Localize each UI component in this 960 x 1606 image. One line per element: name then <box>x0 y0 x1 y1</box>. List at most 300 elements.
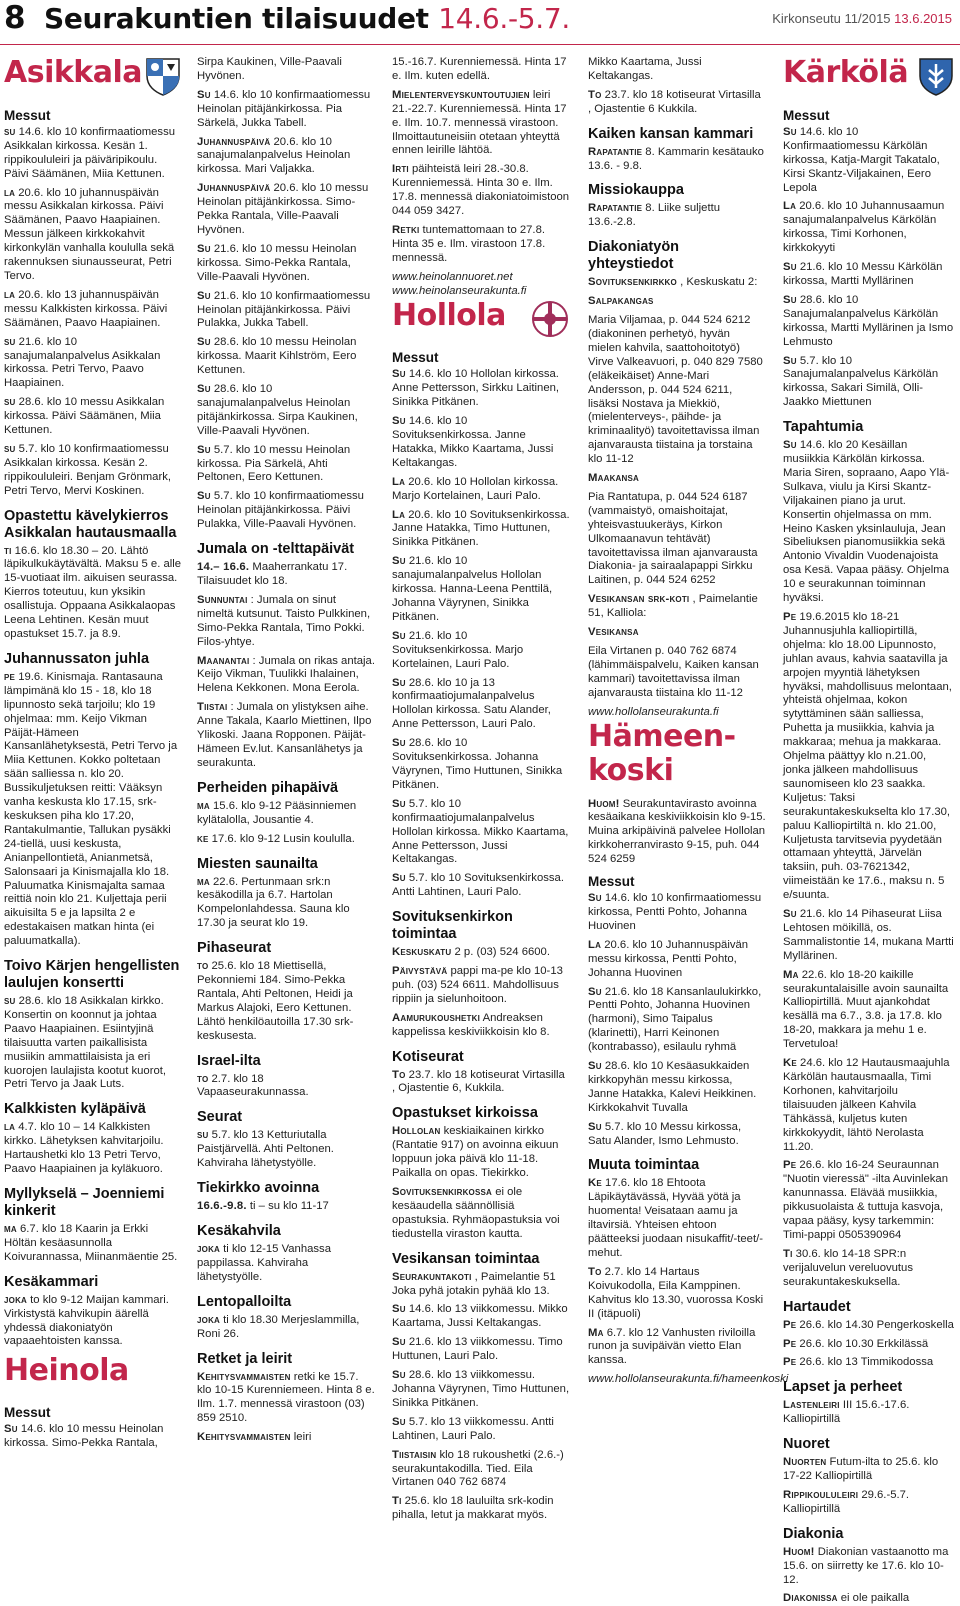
parish-name: Heinola <box>4 1353 129 1389</box>
entry-keyword: Su <box>197 289 211 302</box>
coat-of-arms-icon <box>144 56 182 101</box>
event-entry <box>197 444 375 486</box>
event-entry <box>588 56 766 84</box>
section-heading: Opastettu kävelykierros Asikkalan hautausmaalla <box>4 507 177 541</box>
entry-text: : Jumala on rikas antaja. Keijo Vikman, Tuulikki Ihalainen, Helena Kekkonen. Mona Eerola. <box>197 654 375 695</box>
event-entry <box>392 89 570 159</box>
entry-text: Andreaksen kappelissa keskiviikkoisin klo 8. <box>392 1011 550 1038</box>
event-entry <box>197 876 375 932</box>
entry-keyword: la <box>4 1121 16 1134</box>
entry-text: 28.6. klo 10 Kesäasukkaiden kirkkopyhän messu kirkossa, Janne Hatakka, Kalevi Heikkinen. Kirkkokahvit Tuvalla <box>588 1060 757 1114</box>
event-entry <box>783 355 955 411</box>
entry-text: 19.6. Kinismaja. Rantasauna lämpimänä klo 15 - 18, klo 18 lipunnosto sekä tarjoilu; klo 19 ohjelmaa: mm. Keijo Vikman Päijät-Hämeen Kansanlähetyksestä, Petri Tervo ja Miia Kettunen. Kokko poltetaan sään salliessa n. klo 20. Bussikuljetuksen reitti: Vääksyn vanha keskusta klo 17.15, srk-keskuksen piha klo 17.20, Rantakulmantie, Tallukan pysäkki 24-tiellä, uusi keskusta, Anianpellontietä, Anianmetsä, Salonsaari ja Kinismajalla klo 18. Paluumatka Kinismajalta samaa reittiä noin klo 21. Kuljettaja perii aikuisilta 5 e ja lapsilta 2 e edestakaisen matkan hinta (ei paluumatkalla). <box>4 670 178 948</box>
entry-keyword: Su <box>392 415 406 428</box>
entry-text: 14.6. klo 20 Kesäillan musiikkia Kärkölän kirkossa. Maria Siren, sopraano, Aapo Ylä-Sulkava, viulu ja Kirsi Skantz-Viljakainen piano ja urut. Konsertin ohjelmassa on mm. Heino Kasken yksinlauluja, Jean Sibeliuksen pianomusiikkia sekä Antonio Vivaldin Vuodenajoista osa Kesä. Vapaa pääsy. Ohjelma 10 e seurakunnan toiminnan hyväksi. <box>783 439 950 605</box>
event-entry <box>588 593 766 621</box>
column-1 <box>4 55 182 1450</box>
entry-keyword: Rapatantie <box>588 202 643 215</box>
entry-keyword: Su <box>392 1303 406 1316</box>
entry-text: 21.6. klo 10 Sovituksenkirkossa. Marjo Kortelainen, Lauri Palo. <box>392 629 524 670</box>
section-heading: Kalkkisten kyläpäivä <box>4 1101 146 1118</box>
parish-name: Asikkala <box>4 55 143 90</box>
section-heading: Messut <box>783 107 830 123</box>
section-heading: Messut <box>4 107 51 123</box>
entry-keyword: Su <box>588 1060 602 1073</box>
entry-text: ti klo 18.30 Merjeslammilla, Roni 26. <box>197 1313 360 1340</box>
entry-text: 25.6. klo 18 lauluilta srk-kodin pihalla, letut ja makkarat myös. <box>392 1495 554 1522</box>
entry-keyword: Su <box>197 88 211 101</box>
event-entry <box>392 946 570 960</box>
entry-text: , Paimelantie 51, Kalliola: <box>588 593 758 620</box>
event-entry <box>392 415 570 471</box>
entry-text: 28.6. klo 10 Sovituksenkirkossa. Johanna Väyrynen, Timo Huttunen, Sinikka Pitkänen. <box>392 737 563 791</box>
entry-keyword: Tiistai <box>197 701 228 714</box>
entry-keyword: Pe <box>783 1337 797 1350</box>
entry-keyword: La <box>588 938 602 951</box>
entry-text: 17.6. klo 9-12 Lusin koululla. <box>211 832 355 845</box>
entry-keyword: Ke <box>588 1177 602 1190</box>
entry-text: 21.6. klo 14 Pihaseurat Liisa Lehtosen möikillä, os. Sammalistontie 14, mukana Martti Myllärinen. <box>783 908 954 962</box>
event-entry <box>783 261 955 289</box>
event-entry <box>783 1338 955 1352</box>
entry-text: 28.6. klo 10 Sanajumalanpalvelus Kärkölän kirkossa, Martti Myllärinen ja Ismo Lehmusto <box>783 293 954 348</box>
event-entry <box>588 939 766 981</box>
entry-text: to klo 9-12 Maijan kammari. Virkistystä kahvikupin äärellä yhdessä diakoniatyön vapaaehtoisten kanssa. <box>4 1293 169 1348</box>
entry-text: 2 p. (03) 524 6600. <box>454 946 550 959</box>
event-entry <box>392 509 570 551</box>
event-entry <box>4 671 182 949</box>
entry-keyword: Nuorten <box>783 1456 827 1469</box>
entry-keyword: Su <box>783 125 797 138</box>
parish-heading-row <box>4 1354 182 1398</box>
event-entry <box>588 295 766 309</box>
entry-text: 22.6. Pertunmaan srk:n kesäkodilla ja 6.7. Hartolan Kompelonlahdessa. Sauna klo 17.30 ja seurat klo 19. <box>197 875 350 930</box>
event-entry <box>588 798 766 868</box>
event-entry <box>588 202 766 230</box>
website-link[interactable]: www.heinolannuoret.net <box>392 270 513 283</box>
entry-keyword: Su <box>392 1336 406 1349</box>
event-entry <box>588 276 766 290</box>
entry-keyword: Sovituksenkirkko <box>588 276 677 289</box>
event-entry <box>392 476 570 504</box>
entry-keyword: Sunnuntai <box>197 593 248 606</box>
website-link[interactable]: www.hollolanseurakunta.fi/hameenkoski <box>588 1373 789 1386</box>
website-link[interactable]: www.hollolanseurakunta.fi <box>588 705 719 718</box>
entry-keyword: Su <box>588 892 602 905</box>
parish-heading-row <box>392 299 570 344</box>
entry-keyword: Su <box>392 1415 406 1428</box>
entry-text: 21.6. klo 13 viikkomessu. Timo Huttunen, Lauri Palo. <box>392 1336 563 1363</box>
event-entry <box>392 1303 570 1331</box>
entry-text: 20.6. klo 10 sanajumalanpalvelus Heinolan kirkossa. Mari Valjakka. <box>197 135 351 176</box>
column-3 <box>392 56 570 1522</box>
entry-text: 14.6. klo 10 konfirmaatiomessu Asikkalan kirkossa. Kesän 1. rippikoululeiri ja päiväripikoulu. Päivi Säämänen, Miia Kettunen. <box>4 125 176 180</box>
entry-keyword: Huom! <box>783 1545 815 1558</box>
entry-text: leiri <box>293 1431 312 1444</box>
entry-text: 2.7. klo 14 Hartaus Koivukodolla, Eila Kamppinen. Kahvitus klo 13.30, vuorossa Koski II (itäpuoli) <box>588 1265 764 1320</box>
entry-text: 23.7. klo 18 kotiseurat Virtasilla , Ojastentie 6 Kukkila. <box>588 88 761 115</box>
entry-text: 16.6. klo 18.30 – 20. Lähtö läpikulkukäytävältä. Maksu 5 e. alle 15-vuotiaat ilm. aikuisen seurassa. Kierros toteutuu, kun yksikin osallistuja. Oppaana Asikkalaopas Leena Lehtinen. Kesän muut opastukset 15.7. ja 8.9. <box>4 544 182 640</box>
event-entry <box>783 294 955 350</box>
event-entry <box>197 89 375 131</box>
entry-text: Pia Rantatupa, p. 044 524 6187 (vammaistyö, omaishoitajat, yhteisvastuukeräys, Kirkon Ulkomaanavun tehtävät) tavoitettavissa ilman ajanvarausta Diakonia- ja sairaalapappi Sirkku Laitinen, p. 044 524 6252 <box>588 490 758 587</box>
section-heading: Tiekirkko avoinna <box>197 1180 320 1197</box>
entry-text: 20.6. klo 10 juhannuspäivän messu Asikkalan kirkossa. Päivi Säämänen, Paavo Haapiainen. Messun jälkeen kirkkokahvit kirkonkylän vanhalla koululla sekä rakennuksen siunausseurat, Petri Tervo. <box>4 186 175 282</box>
section-heading: Tapahtumia <box>783 419 864 436</box>
entry-text: 14.6. klo 10 Konfirmaatiomessu Kärkölän kirkossa, Katja-Margit Takatalo, Kirsi Skantz-Viljakainen, Eero Lepola <box>783 125 940 194</box>
section-heading: Lapset ja perheet <box>783 1379 903 1396</box>
event-entry <box>783 1356 955 1370</box>
event-entry <box>392 224 570 266</box>
event-entry <box>392 872 570 900</box>
entry-keyword: To <box>588 1265 602 1278</box>
entry-keyword: Pe <box>783 1356 797 1369</box>
entry-keyword: Su <box>392 797 406 810</box>
entry-text: retki ke 15.7. klo 10-15 Kurenniemeen. Hinta 8 e. Ilm. 1.7. mennessä virastoon (03) 859 2510. <box>197 1370 375 1425</box>
entry-text: 21.6. klo 10 Messu Kärkölän kirkossa, Martti Myllärinen <box>783 261 943 287</box>
section-heading: Kesäkammari <box>4 1273 99 1290</box>
section-title <box>44 2 570 35</box>
entry-keyword: Su <box>197 383 211 396</box>
entry-text: 23.7. klo 18 kotiseurat Virtasilla , Ojastentie 6, Kukkila. <box>392 1068 565 1095</box>
event-entry <box>392 965 570 1007</box>
entry-keyword: Diakonissa <box>783 1592 838 1605</box>
event-entry <box>4 995 182 1092</box>
entry-text: 20.6. klo 13 juhannuspäivän messu Kalkkisten kirkossa. Päivi Säämänen, Paavo Haapiainen. <box>4 288 168 329</box>
entry-keyword: Su <box>197 443 211 456</box>
entry-keyword: 16.6.-9.8. <box>197 1200 247 1213</box>
parish-heading-row <box>783 56 955 101</box>
section-heading: Juhannussaton juhla <box>4 650 150 667</box>
event-entry <box>197 960 375 1043</box>
entry-text: Sirpa Kaukinen, Ville-Paavali Hyvönen. <box>197 56 342 82</box>
event-entry <box>588 472 766 486</box>
entry-keyword: la <box>4 288 16 301</box>
event-entry <box>783 126 955 196</box>
event-entry <box>392 163 570 219</box>
event-entry <box>588 314 766 467</box>
entry-text: 5.7. klo 13 Ketturiutalla Paistjärvellä. Ahti Peltonen. Kahviraha lähetystyölle. <box>197 1129 334 1170</box>
event-entry <box>783 1489 955 1517</box>
event-entry <box>4 443 182 499</box>
page-number: 8 <box>4 0 26 36</box>
entry-text: 25.6. klo 18 Miettisellä, Pekonniemi 184. Simo-Pekka Rantala, Ahti Peltonen, Heidi ja Markus Alajoki, Eero Kettunen. Lähtö henkilöautoilla 17.30 srk-keskusesta. <box>197 960 354 1042</box>
entry-text: 2.7. klo 18 Vapaaseurakunnassa. <box>197 1072 309 1099</box>
entry-text: , Keskuskatu 2: <box>680 276 758 289</box>
entry-keyword: Su <box>197 336 211 349</box>
event-entry <box>197 1243 375 1285</box>
entry-text: 28.6. klo 10 ja 13 konfirmaatiojumalanpalvelus Hollolan kirkossa. Satu Alander, Anne Pettersson, Lauri Palo. <box>392 676 551 731</box>
entry-text: : Jumala on ylistyksen aihe. Anne Takala, Kaarlo Miettinen, Ilpo Ylikoski. Jaana Ropponen. Päijät-Hämeen Ev.lut. Kansanlähetys ja seurakunta. <box>197 701 372 769</box>
section-heading: Messut <box>588 874 635 890</box>
entry-text: 21.6. klo 10 sanajumalanpalvelus Hollolan kirkossa. Hanna-Leena Penttilä, Johanna Väyrynen, Sinikka Pitkänen. <box>392 555 553 623</box>
event-entry <box>197 136 375 178</box>
entry-keyword: ma <box>197 799 210 812</box>
entry-keyword: joka <box>4 1293 28 1306</box>
parish-heading-row <box>4 56 182 101</box>
event-entry <box>783 908 955 964</box>
entry-text: 14.6. klo 13 viikkomessu. Mikko Kaartama, Jussi Keltakangas. <box>392 1303 568 1330</box>
entry-text: tuntemattomaan to 27.8. Hinta 35 e. Ilm. virastoon 17.8. mennessä. <box>392 223 546 264</box>
entry-keyword: Seurakuntakoti <box>392 1270 472 1283</box>
entry-text: 20.6. klo 10 Hollolan kirkossa. Marjo Kortelainen, Lauri Palo. <box>392 475 559 502</box>
entry-text: 8. Kammarin kesätauko 13.6. - 9.8. <box>588 145 764 172</box>
entry-keyword: Kehitysvammaisten <box>197 1431 291 1444</box>
entry-keyword: Aamurukoushetki <box>392 1011 481 1024</box>
event-entry <box>197 561 375 589</box>
section-heading: Sovituksenkirkon toimintaa <box>392 909 513 943</box>
entry-text: 28.6. klo 18 Asikkalan kirkko. Konsertin on koonnut ja johtaa Paavo Haapiainen. Esiintyjinä tilaisuutta varten paikallisista musiikin ammattilaisista ja eri kuorojen laulajista kootut kuorot, Petri Tervo ja Jaak Luts. <box>4 995 167 1091</box>
event-entry <box>392 1416 570 1444</box>
section-heading: Lentopalloilta <box>197 1293 292 1310</box>
entry-keyword: Su <box>392 872 406 885</box>
column-4 <box>588 56 789 1406</box>
entry-keyword: Ti <box>392 1495 402 1508</box>
event-entry <box>392 1069 570 1097</box>
entry-keyword: Juhannuspäivä <box>197 182 271 195</box>
entry-keyword: su <box>4 125 16 138</box>
date-range: 14.6.-5.7. <box>438 2 570 35</box>
event-entry <box>783 611 955 903</box>
header-rule <box>0 44 960 45</box>
event-entry <box>197 243 375 285</box>
event-entry <box>588 626 766 640</box>
event-entry <box>783 1546 955 1588</box>
entry-text: 28.6. klo 10 sanajumalanpalvelus Heinolan pitäjänkirkossa. Sirpa Kaukinen, Ville-Paavali Hyvönen. <box>197 383 358 437</box>
publication-info <box>772 11 952 26</box>
entry-text: 24.6. klo 12 Hautausmaajuhla Kärkölän hautausmaalla, Timi Korhonen, kahvitarjoilu tilaisuuden jälkeen Kahvila Tähkässä, kuljetus kuten kirkkokyydit, lähtö Nerolasta 11.20. <box>783 1057 950 1153</box>
entry-keyword: Pe <box>783 1318 797 1331</box>
entry-keyword: Su <box>783 908 797 921</box>
event-entry <box>392 1495 570 1523</box>
entry-text: ti – su klo 11-17 <box>249 1200 329 1213</box>
entry-text: 5.7. klo 10 konfirmaatiomessu Heinolan pitäjänkirkossa. Päivi Pulakka, Ville-Paavali Hyvönen. <box>197 490 364 531</box>
entry-text: 21.6. klo 10 konfirmaatiomessu Heinolan pitäjänkirkossa. Päivi Pulakka, Jukka Tabell. <box>197 289 371 330</box>
event-entry <box>392 1336 570 1364</box>
entry-keyword: Su <box>783 261 797 274</box>
entry-text: leiri 21.-22.7. Kurenniemessä. Hinta 17 e. Ilm. 10.7. mennessä virastoon. Ilmoittautuneisiin otetaan yhteyttä ennen leirille lähtöä. <box>392 88 567 157</box>
entry-keyword: Su <box>392 737 406 750</box>
section-heading: Diakonia <box>783 1525 844 1542</box>
event-entry <box>197 1371 375 1427</box>
entry-keyword: Su <box>588 985 602 998</box>
entry-keyword: Kehitysvammaisten <box>197 1370 291 1383</box>
section-heading: Perheiden pihapäivä <box>197 779 339 796</box>
entry-keyword: 14.– 16.6. <box>197 561 250 574</box>
entry-keyword: Vesikansa <box>588 626 639 639</box>
entry-text: Maria Viljamaa, p. 044 524 6212 (diakoninen perhetyö, hyvän mielen kahvila, saattohoitotyö) Virve Valkeavuori, p. 040 829 7580 (eläkeikäiset) Anne-Mari Andersson, p. 044 524 6211, lisäksi Nostava ja Miekkiö, (mielenterveys-, päihde- ja kriminaalityö) tavoitettavissa ilman ajanvarausta tiistaina ja torstaina klo 11-12 <box>588 314 763 466</box>
entry-text: keskiaikainen kirkko (Rantatie 917) on avoinna eikuun loppuun joka päivä klo 11-18. Paikalla on opas. Tiekirkko. <box>392 1125 559 1180</box>
event-entry <box>197 1200 375 1214</box>
entry-text: 17.6. klo 18 Ehtoota Läpikäytävässä, Hyvää yötä ja huomenta! Veisataan aamu ja iltavirsiä. Yhteisen ehtoon päätteeksi juodaan nisukaffit/-teet/-mehut. <box>588 1177 764 1259</box>
entry-keyword: Hollolan <box>392 1125 441 1138</box>
section-heading: Kesäkahvila <box>197 1223 281 1239</box>
event-entry <box>4 289 182 331</box>
parish-name: Hämeen-koski <box>588 718 736 788</box>
section-heading: Kaiken kansan kammari <box>588 125 754 142</box>
entry-keyword: su <box>197 1129 209 1142</box>
event-entry <box>197 56 375 84</box>
entry-text: Eila Virtanen p. 040 762 6874 (lähimmäispalvelu, Kaiken kansan kammari) tavoitettavissa ilman ajanvarausta tiistaina klo 11-12 <box>588 645 759 699</box>
event-entry <box>197 336 375 378</box>
event-entry <box>783 1319 955 1333</box>
entry-text: 21.6. klo 10 sanajumalanpalvelus Asikkalan kirkossa. Petri Tervo, Paavo Haapiainen. <box>4 335 161 390</box>
entry-text: pappi ma-pe klo 10-13 puh. (03) 524 6611. Mahdollisuus rippiin ja sielunhoitoon. <box>392 965 563 1005</box>
entry-keyword: ke <box>197 832 209 845</box>
entry-keyword: Huom! <box>588 797 620 810</box>
entry-text: 20.6. klo 10 Sovituksenkirkossa. Janne Hatakka, Timo Huttunen, Sinikka Pitkänen. <box>392 508 570 549</box>
entry-keyword: Tiistaisin <box>392 1448 437 1461</box>
entry-keyword: joka <box>197 1243 221 1255</box>
page-header <box>0 0 960 44</box>
section-title-text: Seurakuntien tilaisuudet <box>44 2 429 35</box>
event-entry <box>197 383 375 439</box>
entry-keyword: Su <box>783 439 797 452</box>
entry-keyword: La <box>392 508 406 521</box>
entry-text: 14.6. klo 10 konfirmaatiomessu kirkossa, Pentti Pohto, Johanna Huovinen <box>588 892 762 932</box>
coat-of-arms-icon <box>917 56 955 101</box>
column-2 <box>197 56 375 1444</box>
entry-text: 28.6. klo 10 messu Heinolan kirkossa. Maarit Kihlström, Eero Kettunen. <box>197 336 357 377</box>
entry-keyword: Ti <box>783 1247 793 1260</box>
entry-keyword: Su <box>4 1423 18 1436</box>
entry-text: 14.6. klo 10 Hollolan kirkossa. Anne Pettersson, Sirkku Laitinen, Sinikka Pitkänen. <box>392 368 560 409</box>
event-entry <box>783 1399 955 1427</box>
event-entry <box>588 1060 766 1116</box>
entry-keyword: Mielenterveyskuntoutujien <box>392 88 530 101</box>
event-entry <box>4 396 182 438</box>
entry-text: 15.6. klo 9-12 Pääsinniemen kylätalolla, Jousantie 4. <box>197 799 357 826</box>
entry-keyword: ma <box>197 875 210 888</box>
event-entry <box>783 969 955 1052</box>
entry-keyword: Su <box>392 1369 406 1382</box>
cross-emblem-icon <box>530 299 570 344</box>
entry-keyword: La <box>392 475 406 488</box>
entry-text: ei ole kesäaudella säännöllisiä opastuksia. Ryhmäopastuksia voi tiedustella viraston kautta. <box>392 1186 560 1240</box>
entry-keyword: Sovituksenkirkossa <box>392 1186 493 1198</box>
section-heading: Hartaudet <box>783 1298 851 1315</box>
entry-keyword: Pe <box>783 611 797 623</box>
entry-keyword: la <box>4 186 16 199</box>
section-heading: Jumala on -telttapäivät <box>197 541 355 558</box>
event-entry <box>197 490 375 532</box>
entry-text: Futum-ilta to 25.6. klo 17-22 Kalliopirtillä <box>783 1456 939 1483</box>
entry-text: 20.6. klo 10 Juhannuspäivän messu kirkossa, Pentti Pohto, Johanna Huovinen <box>588 938 749 979</box>
entry-text: 15.-16.7. Kurenniemessä. Hinta 17 e. Ilm. kuten edellä. <box>392 56 567 82</box>
entry-keyword: ma <box>4 1223 17 1235</box>
entry-text: Seurakuntavirasto avoinna kesäaikana keskiviikkoisin klo 9-15. Muina arkipäivinä palvelee Hollolan kirkkoherranvirasto 9-15, puh. 044 524 6259 <box>588 797 766 866</box>
section-heading: Retket ja leirit <box>197 1350 293 1367</box>
entry-keyword: Su <box>392 555 406 568</box>
entry-text: Maaherrankatu 17. Tilaisuudet klo 18. <box>197 561 348 587</box>
entry-text: 28.6. klo 10 messu Asikkalan kirkossa. Päivi Säämänen, Miia Kettunen. <box>4 396 165 437</box>
section-heading: Muuta toimintaa <box>588 1157 700 1174</box>
entry-text: 20.6. klo 10 Juhannusaamun sanajumalanpalvelus Kärkölän kirkossa, Timi Korhonen, kirkkokyyti <box>783 200 945 255</box>
entry-text: , Paimelantie 51 Joka pyhä jotakin pyhää klo 13. <box>392 1270 556 1297</box>
website-link[interactable]: www.heinolanseurakunta.fi <box>392 284 527 297</box>
event-entry <box>783 200 955 256</box>
event-entry <box>392 555 570 625</box>
event-entry <box>197 833 375 847</box>
entry-text: 20.6. klo 10 messu Heinolan pitäjänkirkossa. Simo-Pekka Rantala, Ville-Paavali Hyvönen. <box>197 182 369 236</box>
entry-text: 21.6. klo 18 Kansanlaulukirkko, Pentti Pohto, Johanna Huovinen (harmoni), Simo Taipalus (klarinetti), Harri Keinonen (kontrabasso), esilaulu ryhmä <box>588 985 762 1054</box>
event-entry <box>783 439 955 606</box>
entry-text: 5.7. klo 13 viikkomessu. Antti Lahtinen, Lauri Palo. <box>392 1415 554 1442</box>
entry-keyword: joka <box>197 1313 221 1326</box>
entry-keyword: su <box>4 995 16 1008</box>
entry-keyword: Pe <box>783 1159 797 1172</box>
event-entry <box>392 737 570 793</box>
event-entry <box>392 1186 570 1242</box>
entry-text: 19.6.2015 klo 18-21 Juhannusjuhla kalliopirtillä, ohjelma: klo 18.00 Lipunnosto, juhlan avaus, kahvia saatavilla ja arpojen myyntiä lähetyksen hyväksi, mahdollisuus melontaan, yhteistä ohjelmaa, kokon sytyttäminen sään salliessa, Puhetta ja musiikkia, kahvia ja makkaraa; mehua ja makkaraa. Ohjelma päättyy klo n.21.00, jonka jälkeen mahdollisuus saunomiseen klo 23 saakka. Kuljetus: Taksi seurakuntakeskukselta klo 17.30, paluu Kalliopirtiltä n. klo 21.00, Kuljetusta tarvitsevia pyydetään ottamaan yhteyttä, Järvelän taksiin, puh. 03-7621342, viimeistään ke 17.6., maksu n. 5 e/suunta. <box>783 611 952 902</box>
event-entry <box>4 1423 182 1451</box>
entry-text: 6.7. klo 12 Vanhusten riviloilla runon ja suvipäivän vietto Elan kanssa. <box>588 1326 756 1367</box>
event-entry <box>588 1121 766 1149</box>
parish-heading-row <box>588 720 766 798</box>
entry-keyword: Keskuskatu <box>392 946 452 959</box>
parish-name: Kärkölä <box>783 55 909 90</box>
event-entry <box>392 1271 570 1299</box>
section-heading: Israel-ilta <box>197 1052 261 1069</box>
entry-text: 5.7. klo 10 Sanajumalanpalvelus Kärkölän kirkossa, Sakari Similä, Olli-Jaakko Miettunen <box>783 354 939 409</box>
event-entry <box>392 1125 570 1181</box>
entry-keyword: to <box>197 960 209 973</box>
event-entry <box>4 1294 182 1350</box>
entry-keyword: Su <box>197 242 211 255</box>
event-entry <box>783 1248 955 1290</box>
event-entry <box>783 1456 955 1484</box>
event-entry <box>588 986 766 1056</box>
entry-keyword: Su <box>588 1120 602 1133</box>
entry-keyword: Su <box>783 293 797 306</box>
entry-text: 28.6. klo 13 viikkomessu. Johanna Väyrynen, Timo Huttunen, Sinikka Pitkänen. <box>392 1369 570 1409</box>
entry-keyword: Su <box>197 490 211 503</box>
event-entry <box>197 182 375 238</box>
event-entry <box>588 89 766 117</box>
entry-text: 14.6. klo 10 Sovituksenkirkossa. Janne Hatakka, Mikko Kaartama, Jussi Keltakangas. <box>392 415 554 469</box>
entry-text: 5.7. klo 10 konfirmaatiojumalanpalvelus Hollolan kirkossa. Mikko Kaartama, Anne Pettersson, Jussi Keltakangas. <box>392 797 569 866</box>
entry-keyword: Päivystävä <box>392 965 448 978</box>
event-entry <box>783 1159 955 1242</box>
event-entry <box>588 1266 766 1322</box>
section-heading: Missiokauppa <box>588 182 684 199</box>
event-entry <box>4 545 182 642</box>
entry-keyword: La <box>783 200 797 213</box>
entry-keyword: Maakansa <box>588 472 640 485</box>
entry-keyword: Su <box>392 368 406 381</box>
entry-keyword: pe <box>4 670 16 683</box>
event-entry <box>588 892 766 934</box>
entry-text: 5.7. klo 10 messu Heinolan kirkossa. Pia Särkelä, Ahti Peltonen, Eero Kettunen. <box>197 443 351 484</box>
event-entry <box>4 1223 182 1265</box>
section-heading: Miesten saunailta <box>197 855 318 872</box>
parish-name: Hollola <box>392 297 506 333</box>
entry-keyword: Vesikansan srk-koti <box>588 593 690 606</box>
entry-text: III 15.6.-17.6. Kalliopirtillä <box>783 1399 910 1426</box>
entry-keyword: Juhannuspäivä <box>197 135 271 148</box>
entry-text: 14.6. klo 10 konfirmaatiomessu Heinolan pitäjänkirkossa. Pia Särkelä, Jukka Tabell. <box>197 88 371 129</box>
entry-text: Diakonian vastaanotto ma 15.6. on siirretty ke 17.6. klo 10-12. <box>783 1545 949 1586</box>
event-entry <box>588 1327 766 1369</box>
entry-keyword: Salpakangas <box>588 295 654 308</box>
entry-text: 30.6. klo 14-18 SPR:n verijaluvelun vereluovutus seurakuntakeskuksella. <box>783 1247 913 1288</box>
section-heading: Messut <box>392 350 439 366</box>
event-entry <box>392 798 570 868</box>
entry-text: 14.6. klo 10 messu Heinolan kirkossa. Simo-Pekka Rantala, <box>4 1423 164 1450</box>
issue-date: 13.6.2015 <box>894 11 952 26</box>
event-entry <box>783 1592 955 1606</box>
entry-text: 26.6. klo 14.30 Pengerkoskella <box>799 1318 954 1331</box>
